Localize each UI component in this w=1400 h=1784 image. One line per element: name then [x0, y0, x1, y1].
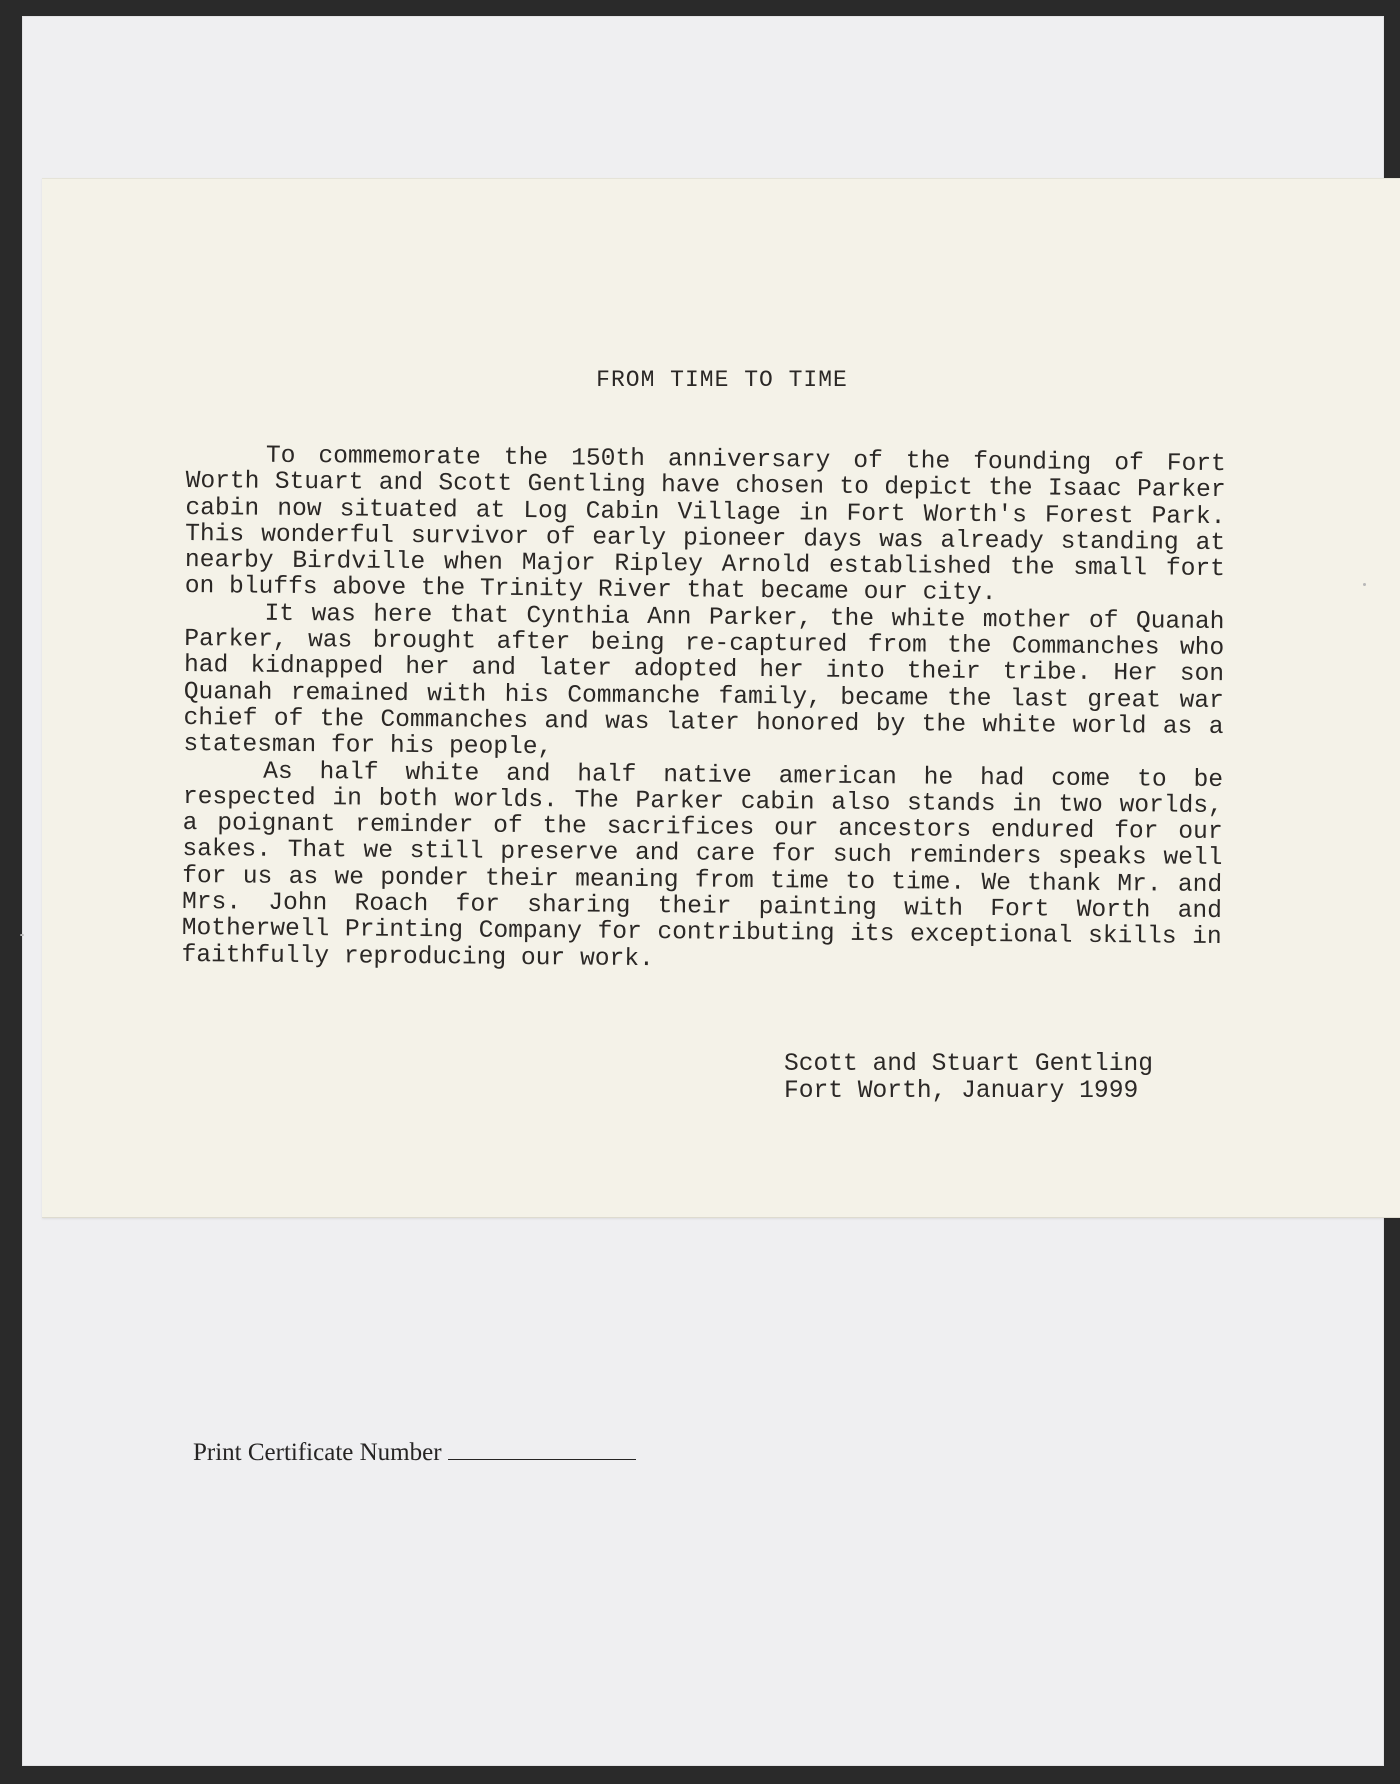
signature-names: Scott and Stuart Gentling	[784, 1051, 1153, 1078]
certificate-label: Print Certificate Number	[193, 1439, 442, 1466]
body-text	[181, 443, 1226, 978]
paper-speck	[1363, 583, 1366, 586]
paragraph-3: As half white and half native american he had come to be respected in both worlds. The Parker cabin also stands in two worlds, a poignant reminder of the sacrifices our ancestors endured for our sakes. That we still preserve and care for such reminders speaks well for us as we ponder their meaning from time to time. We thank Mr. and Mrs. John Roach for sharing their painting with Fort Worth and Motherwell Printing Company for contributing its exceptional skills in faithfully reproducing our work.	[181, 758, 1224, 973]
paragraph-1: To commemorate the 150th anniversary of the founding of Fort Worth Stuart and Scott Gentling have chosen to depict the Isaac Parker cabin now situated at Log Cabin Village in Fort Worth's Forest Park. This wonderful survivor of early pioneer days was already standing at nearby Birdville when Major Ripley Arnold established the small fort on bluffs above the Trinity River that became our city.	[184, 442, 1226, 608]
signature-place-date: Fort Worth, January 1999	[784, 1078, 1139, 1105]
certificate-number-field	[193, 1439, 636, 1467]
letter-insert	[42, 178, 1400, 1218]
paragraph-2: It was here that Cynthia Ann Parker, the white mother of Quanah Parker, was brought after being re-captured from the Commanches who had kidnapped her and later adopted her into their tribe. Her son Quanah remained with his Commanche family, became the last great war chief of the Commanches and was later honored by the white world as a statesman for his people,	[183, 600, 1225, 762]
paper-sheet	[22, 16, 1384, 1766]
certificate-blank-line	[448, 1441, 636, 1460]
paper-speck	[20, 934, 24, 936]
signature-block	[784, 1051, 1153, 1105]
document-title: FROM TIME TO TIME	[596, 367, 848, 393]
